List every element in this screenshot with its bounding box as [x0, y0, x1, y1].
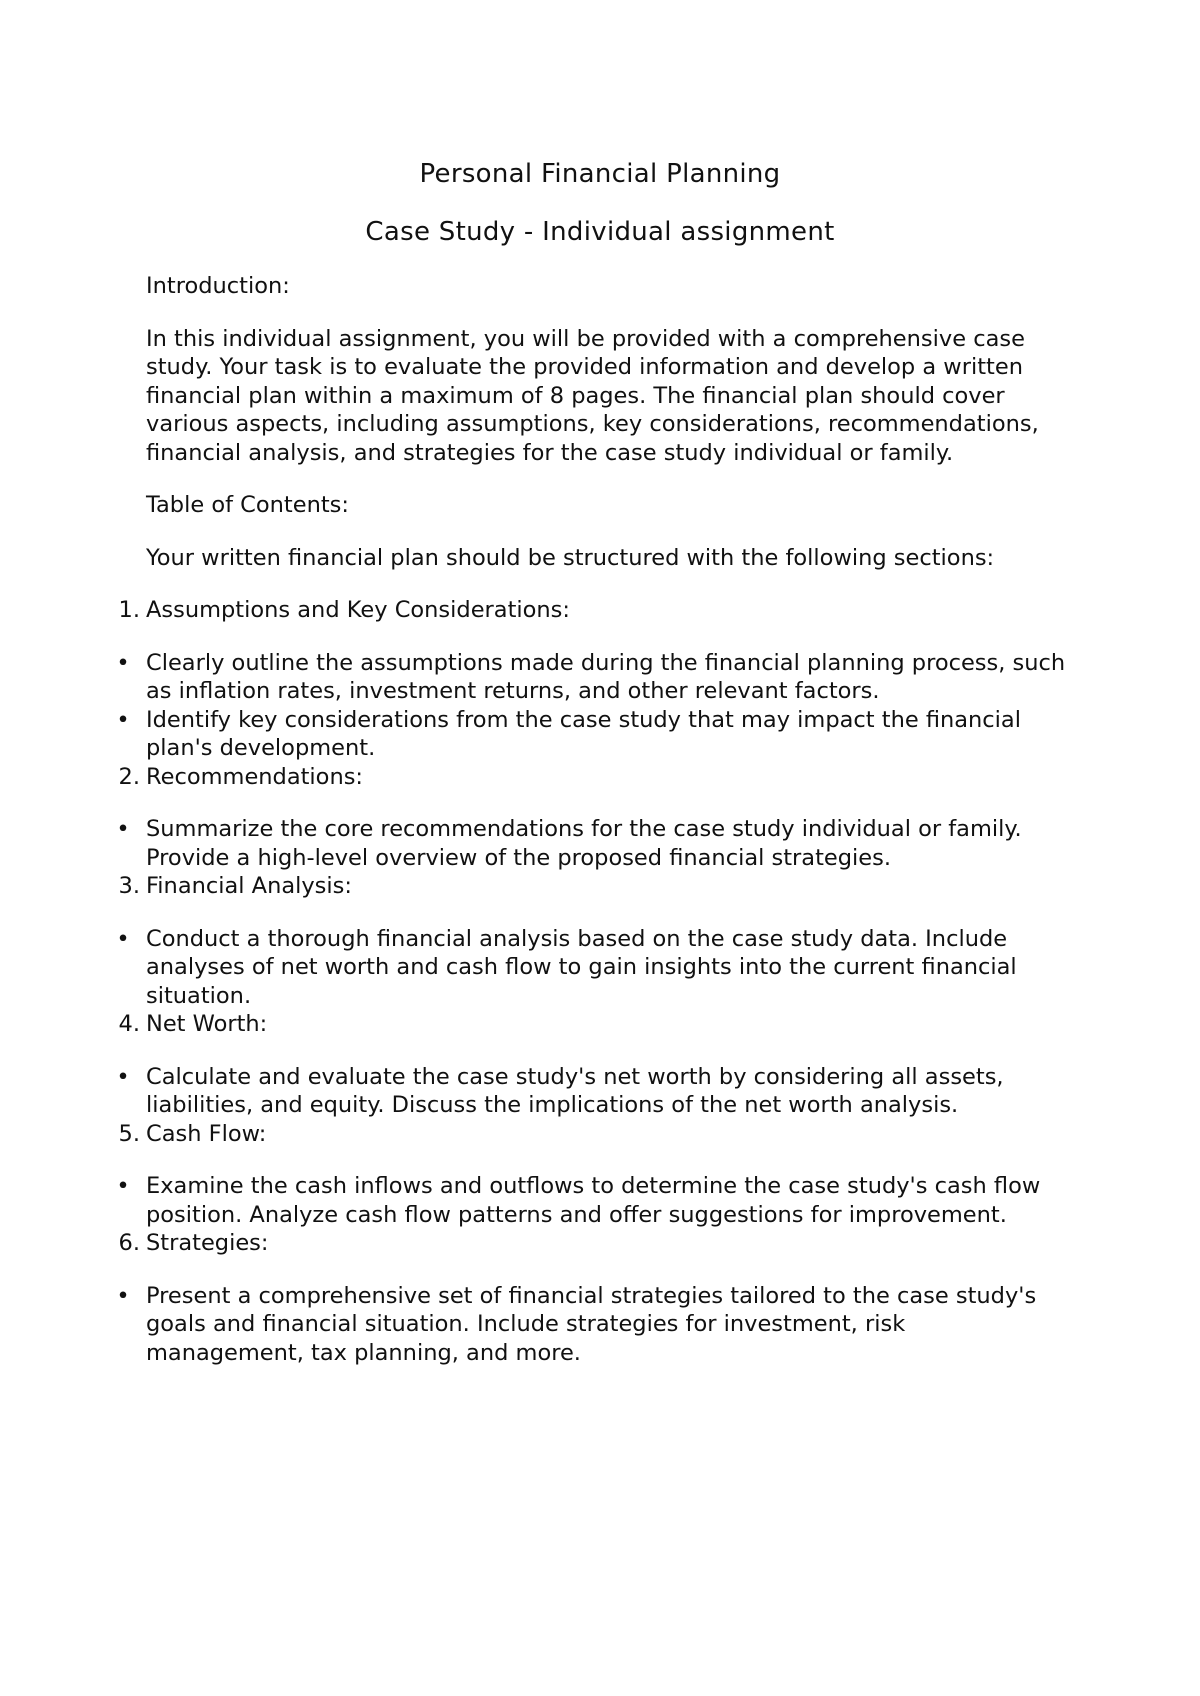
bullet-text: Examine the cash inflows and outflows to determine the case study's cash flow position. Analyze cash flow patterns and offer suggestions for improvement. — [146, 1173, 1041, 1228]
intro-heading: Introduction: — [146, 273, 290, 299]
section-heading-text: Financial Analysis: — [146, 873, 352, 899]
bullet-icon: • — [116, 649, 130, 676]
document-subtitle: Case Study - Individual assignment — [365, 217, 835, 247]
bullet-text: Summarize the core recommendations for the case study individual or family. Provide a high-level overview of the proposed financial strategies. — [146, 816, 1022, 871]
section-number: 4. — [118, 1011, 140, 1037]
list-item — [116, 1282, 1066, 1368]
bullet-icon: • — [116, 1063, 130, 1090]
toc-intro-paragraph: Your written financial plan should be structured with the following sections: — [146, 544, 995, 571]
section-heading-text: Cash Flow: — [146, 1120, 267, 1147]
section-number: 1. — [118, 597, 140, 623]
list-item — [116, 706, 1066, 763]
section-heading-text: Recommendations: — [146, 763, 364, 790]
section-heading-text: Assumptions and Key Considerations: — [146, 597, 570, 623]
section-heading-3 — [118, 872, 1066, 901]
list-item — [116, 815, 1066, 872]
bullet-list-2 — [116, 815, 1066, 872]
bullet-text: Present a comprehensive set of financial strategies tailored to the case study's goals and financial situation. Include strategies for investment, risk management, tax planning, and more. — [146, 1282, 1037, 1366]
bullet-icon: • — [116, 925, 130, 952]
section-number: 6. — [118, 1230, 140, 1256]
section-heading-text: Net Worth: — [146, 1011, 268, 1037]
intro-paragraph: In this individual assignment, you will be provided with a comprehensive case study. Your task is to evaluate the provided information and develop a written financial plan within a maximum of 8 pages. The financial plan should cover various aspects, including assumptions, key considerations, recommendations, financial analysis, and strategies for the case study individual or family. — [146, 325, 1039, 466]
bullet-text: Identify key considerations from the case study that may impact the financial plan's development. — [146, 706, 1021, 761]
section-number: 3. — [118, 873, 140, 899]
section-heading-5 — [118, 1120, 1066, 1149]
bullet-text: Clearly outline the assumptions made during the financial planning process, such as inflation rates, investment returns, and other relevant factors. — [146, 649, 1066, 704]
bullet-icon: • — [116, 706, 130, 733]
list-item — [116, 1063, 1066, 1120]
bullet-list-1 — [116, 649, 1066, 763]
bullet-list-3 — [116, 925, 1066, 1011]
list-item — [116, 649, 1066, 706]
toc-heading: Table of Contents: — [146, 492, 349, 518]
list-item — [116, 925, 1066, 1011]
section-heading-4 — [118, 1010, 1066, 1039]
bullet-list-5 — [116, 1172, 1066, 1229]
bullet-text: Calculate and evaluate the case study's net worth by considering all assets, liabilities, and equity. Discuss the implications of the net worth analysis. — [146, 1063, 1004, 1118]
section-heading-2 — [118, 763, 1066, 792]
section-heading-1 — [118, 596, 1066, 625]
bullet-icon: • — [116, 1173, 130, 1199]
bullet-icon: • — [116, 1282, 130, 1309]
section-heading-6 — [118, 1229, 1066, 1258]
bullet-list-6 — [116, 1282, 1066, 1368]
section-number: 2. — [118, 763, 140, 790]
bullet-icon: • — [116, 816, 130, 842]
document-body — [116, 272, 1066, 1367]
section-heading-text: Strategies: — [146, 1230, 269, 1256]
section-number: 5. — [118, 1120, 140, 1147]
list-item — [116, 1172, 1066, 1229]
document-title: Personal Financial Planning — [419, 159, 781, 189]
bullet-text: Conduct a thorough financial analysis based on the case study data. Include analyses of net worth and cash flow to gain insights into the current financial situation. — [146, 925, 1017, 1009]
bullet-list-4 — [116, 1063, 1066, 1120]
